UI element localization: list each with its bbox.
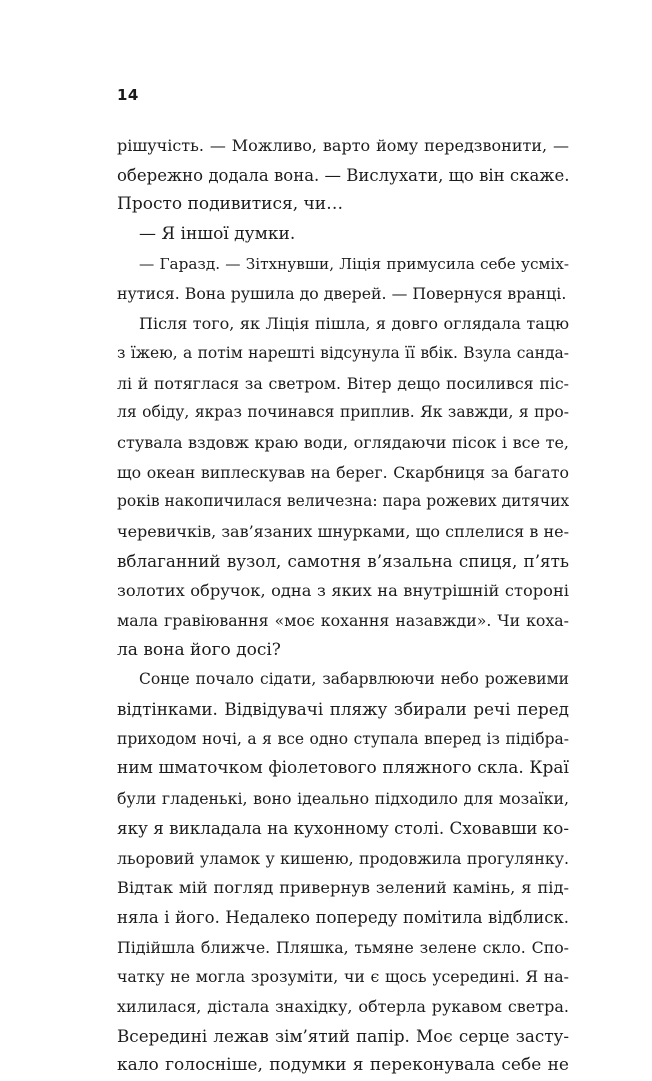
text-line: — Я іншої думки. xyxy=(139,224,296,245)
text-line: черевичків, зав’язаних шнурками, що сплелися в не- xyxy=(117,521,569,541)
text-line: хилилася, дістала знахідку, обтерла рукавом светра. xyxy=(117,996,569,1016)
text-line: рішучість. — Можливо, варто йому передзвонити, — xyxy=(117,136,569,155)
text-line: Після того, як Ліція пішла, я довго оглядала тацю xyxy=(139,314,569,334)
text-line: льоровий уламок у кишеню, продовжила прогулянку. xyxy=(117,848,569,868)
text-line: вблаганний вузол, самотня в’язальна спиця, п’ять xyxy=(117,550,569,571)
text-line: мала гравіювання «моє кохання назавжди». Чи коха- xyxy=(117,611,569,630)
text-line: що океан виплескував на берег. Скарбниця за багато xyxy=(117,462,569,482)
text-line: стувала вздовж краю води, оглядаючи пісок і все те, xyxy=(117,432,569,452)
text-line: Відтак мій погляд привернув зелений камінь, я під- xyxy=(117,878,569,898)
text-line: чатку не могла зрозуміти, чи є щось усередині. Я на- xyxy=(117,967,569,987)
text-line: були гладенькі, воно ідеально підходило для мозаїки, xyxy=(117,789,569,809)
text-line: Просто подивитися, чи… xyxy=(117,194,344,215)
text-line: Підійшла ближче. Пляшка, тьмяне зелене скло. Спо- xyxy=(117,937,569,957)
text-line: Сонце почало сідати, забарвлюючи небо рожевими xyxy=(139,670,569,689)
text-line: Всередині лежав зім’ятий папір. Моє серце засту- xyxy=(117,1025,569,1046)
text-line: ля обіду, якраз починався приплив. Як завжди, я про- xyxy=(117,403,569,422)
text-line: — Гаразд. — Зітхнувши, Ліція примусила себе усміх- xyxy=(139,254,569,273)
text-line: нутися. Вона рушила до дверей. — Повернуся вранці. xyxy=(117,284,567,304)
text-line: лі й потяглася за светром. Вітер дещо посилився піс- xyxy=(117,373,569,393)
text-line: обережно додала вона. — Вислухати, що він скаже. xyxy=(117,165,569,185)
text-line: з їжею, а потім нарешті відсунула її вбік. Взула санда- xyxy=(117,343,569,362)
text-line: яку я викладала на кухонному столі. Сховавши ко- xyxy=(117,817,569,838)
text-line: ним шматочком фіолетового пляжного скла. Краї xyxy=(117,758,569,779)
text-line: кало голосніше, подумки я переконувала себе не xyxy=(117,1055,569,1076)
text-line: років накопичилася величезна: пара рожевих дитячих xyxy=(117,492,569,511)
text-line: ла вона його досі? xyxy=(117,639,281,660)
page-number: 14 xyxy=(117,86,139,104)
text-line: відтінками. Відвідувачі пляжу збирали речі перед xyxy=(117,699,569,720)
text-line: золотих обручок, одна з яких на внутрішній стороні xyxy=(117,581,569,601)
text-line: приходом ночі, а я все одно ступала вперед із підібра- xyxy=(117,729,569,748)
text-line: няла і його. Недалеко попереду помітила відблиск. xyxy=(117,907,569,927)
body-text xyxy=(117,131,569,1081)
